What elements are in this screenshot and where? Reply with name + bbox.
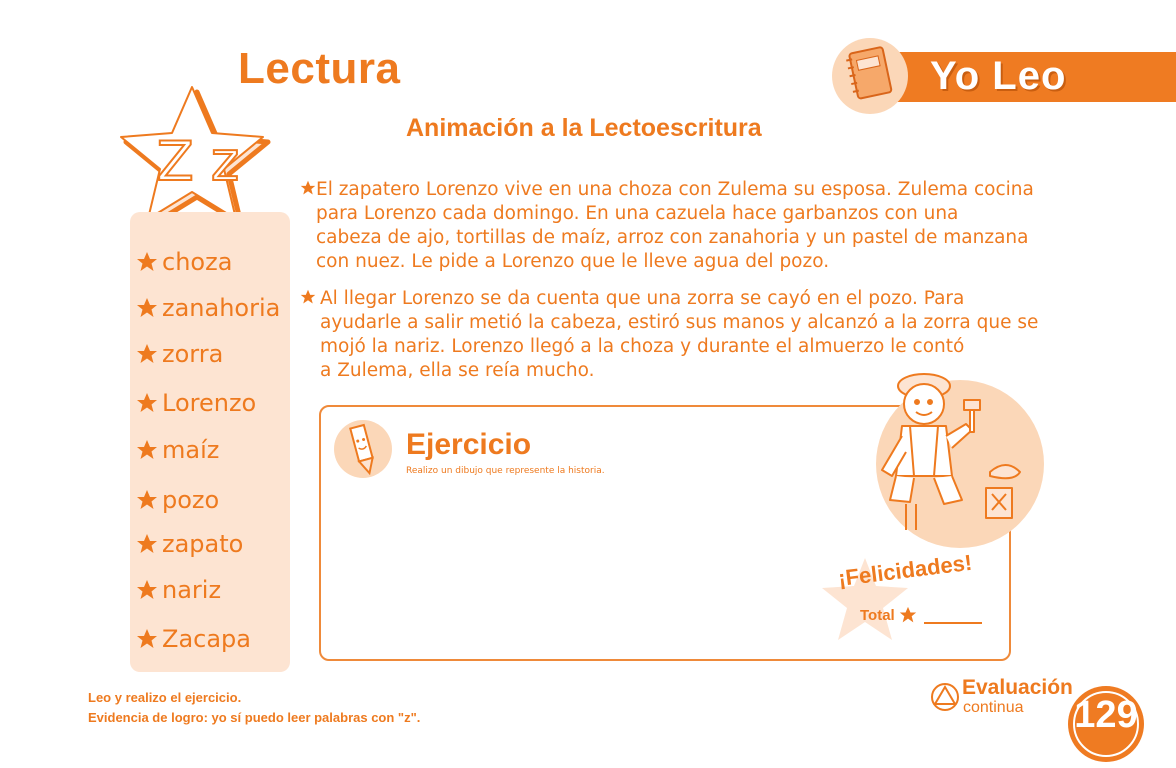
- star-bullet-icon: [136, 628, 158, 650]
- list-item: [136, 293, 280, 323]
- page-number: 129: [1074, 694, 1138, 736]
- star-bullet-icon: [136, 392, 158, 414]
- star-bullet-icon: [136, 579, 158, 601]
- paragraph-line: El zapatero Lorenzo vive en una choza con Zulema su esposa. Zulema cocina: [316, 179, 1034, 200]
- list-item: [136, 247, 232, 277]
- word-label: Lorenzo: [162, 389, 257, 417]
- pencil-icon: [334, 420, 392, 478]
- exercise-title: Ejercicio: [406, 428, 532, 461]
- evaluation-label: Evaluación: [962, 676, 1073, 699]
- star-bullet-icon: [300, 180, 316, 196]
- star-bullet-icon: [136, 533, 158, 555]
- exercise-instruction: Realizo un dibujo que represente la historia.: [406, 466, 605, 476]
- star-bullet-icon: [136, 489, 158, 511]
- letter-text: Z z: [156, 130, 240, 193]
- word-label: pozo: [162, 486, 220, 514]
- word-label: nariz: [162, 576, 222, 604]
- word-label: maíz: [162, 436, 220, 464]
- evaluation-icon: [930, 682, 960, 712]
- word-label: zorra: [162, 340, 224, 368]
- word-label: zapato: [162, 530, 244, 558]
- notebook-icon: [832, 38, 908, 114]
- total-label: [860, 606, 917, 624]
- list-item: [136, 575, 221, 605]
- word-label: choza: [162, 248, 233, 276]
- list-item: [136, 339, 223, 369]
- star-bullet-icon: [136, 297, 158, 319]
- paragraph-line: ayudarle a salir metió la cabeza, estiró sus manos y alcanzó a la zorra que se: [320, 312, 1039, 333]
- paragraph-line: para Lorenzo cada domingo. En una cazuela hace garbanzos con una: [316, 203, 959, 224]
- paragraph-line: cabeza de ajo, tortillas de maíz, arroz con zanahoria y un pastel de manzana: [316, 227, 1029, 248]
- list-item: [136, 485, 219, 515]
- total-text: Total: [860, 606, 895, 624]
- page-subtitle: Animación a la Lectoescritura: [406, 114, 762, 142]
- paragraph-line: Al llegar Lorenzo se da cuenta que una zorra se cayó en el pozo. Para: [320, 288, 965, 309]
- star-bullet-icon: [136, 439, 158, 461]
- list-item: [136, 388, 256, 418]
- reading-paragraph: [300, 178, 1060, 274]
- total-answer-line[interactable]: [924, 622, 982, 624]
- list-item: [136, 435, 219, 465]
- star-bullet-icon: [300, 289, 316, 305]
- star-bullet-icon: [899, 606, 917, 624]
- page-title: Lectura: [238, 44, 401, 93]
- paragraph-line: a Zulema, ella se reía mucho.: [320, 360, 595, 381]
- star-bullet-icon: [136, 343, 158, 365]
- star-bullet-icon: [136, 251, 158, 273]
- list-item: [136, 529, 243, 559]
- footer-evidence: Evidencia de logro: yo sí puedo leer palabras con "z".: [88, 710, 421, 725]
- paragraph-line: con nuez. Le pide a Lorenzo que le lleve agua del pozo.: [316, 251, 830, 272]
- paragraph-line: mojó la nariz. Lorenzo llegó a la choza y durante el almuerzo le contó: [320, 336, 965, 357]
- word-label: Zacapa: [162, 625, 251, 653]
- shoemaker-illustration: [876, 380, 1044, 548]
- list-item: [136, 624, 251, 654]
- word-label: zanahoria: [162, 294, 281, 322]
- footer-instruction: Leo y realizo el ejercicio.: [88, 690, 242, 705]
- series-label: Yo Leo: [930, 54, 1067, 98]
- congrats-text: ¡Felicidades!: [836, 549, 974, 592]
- evaluation-sublabel: continua: [963, 699, 1024, 716]
